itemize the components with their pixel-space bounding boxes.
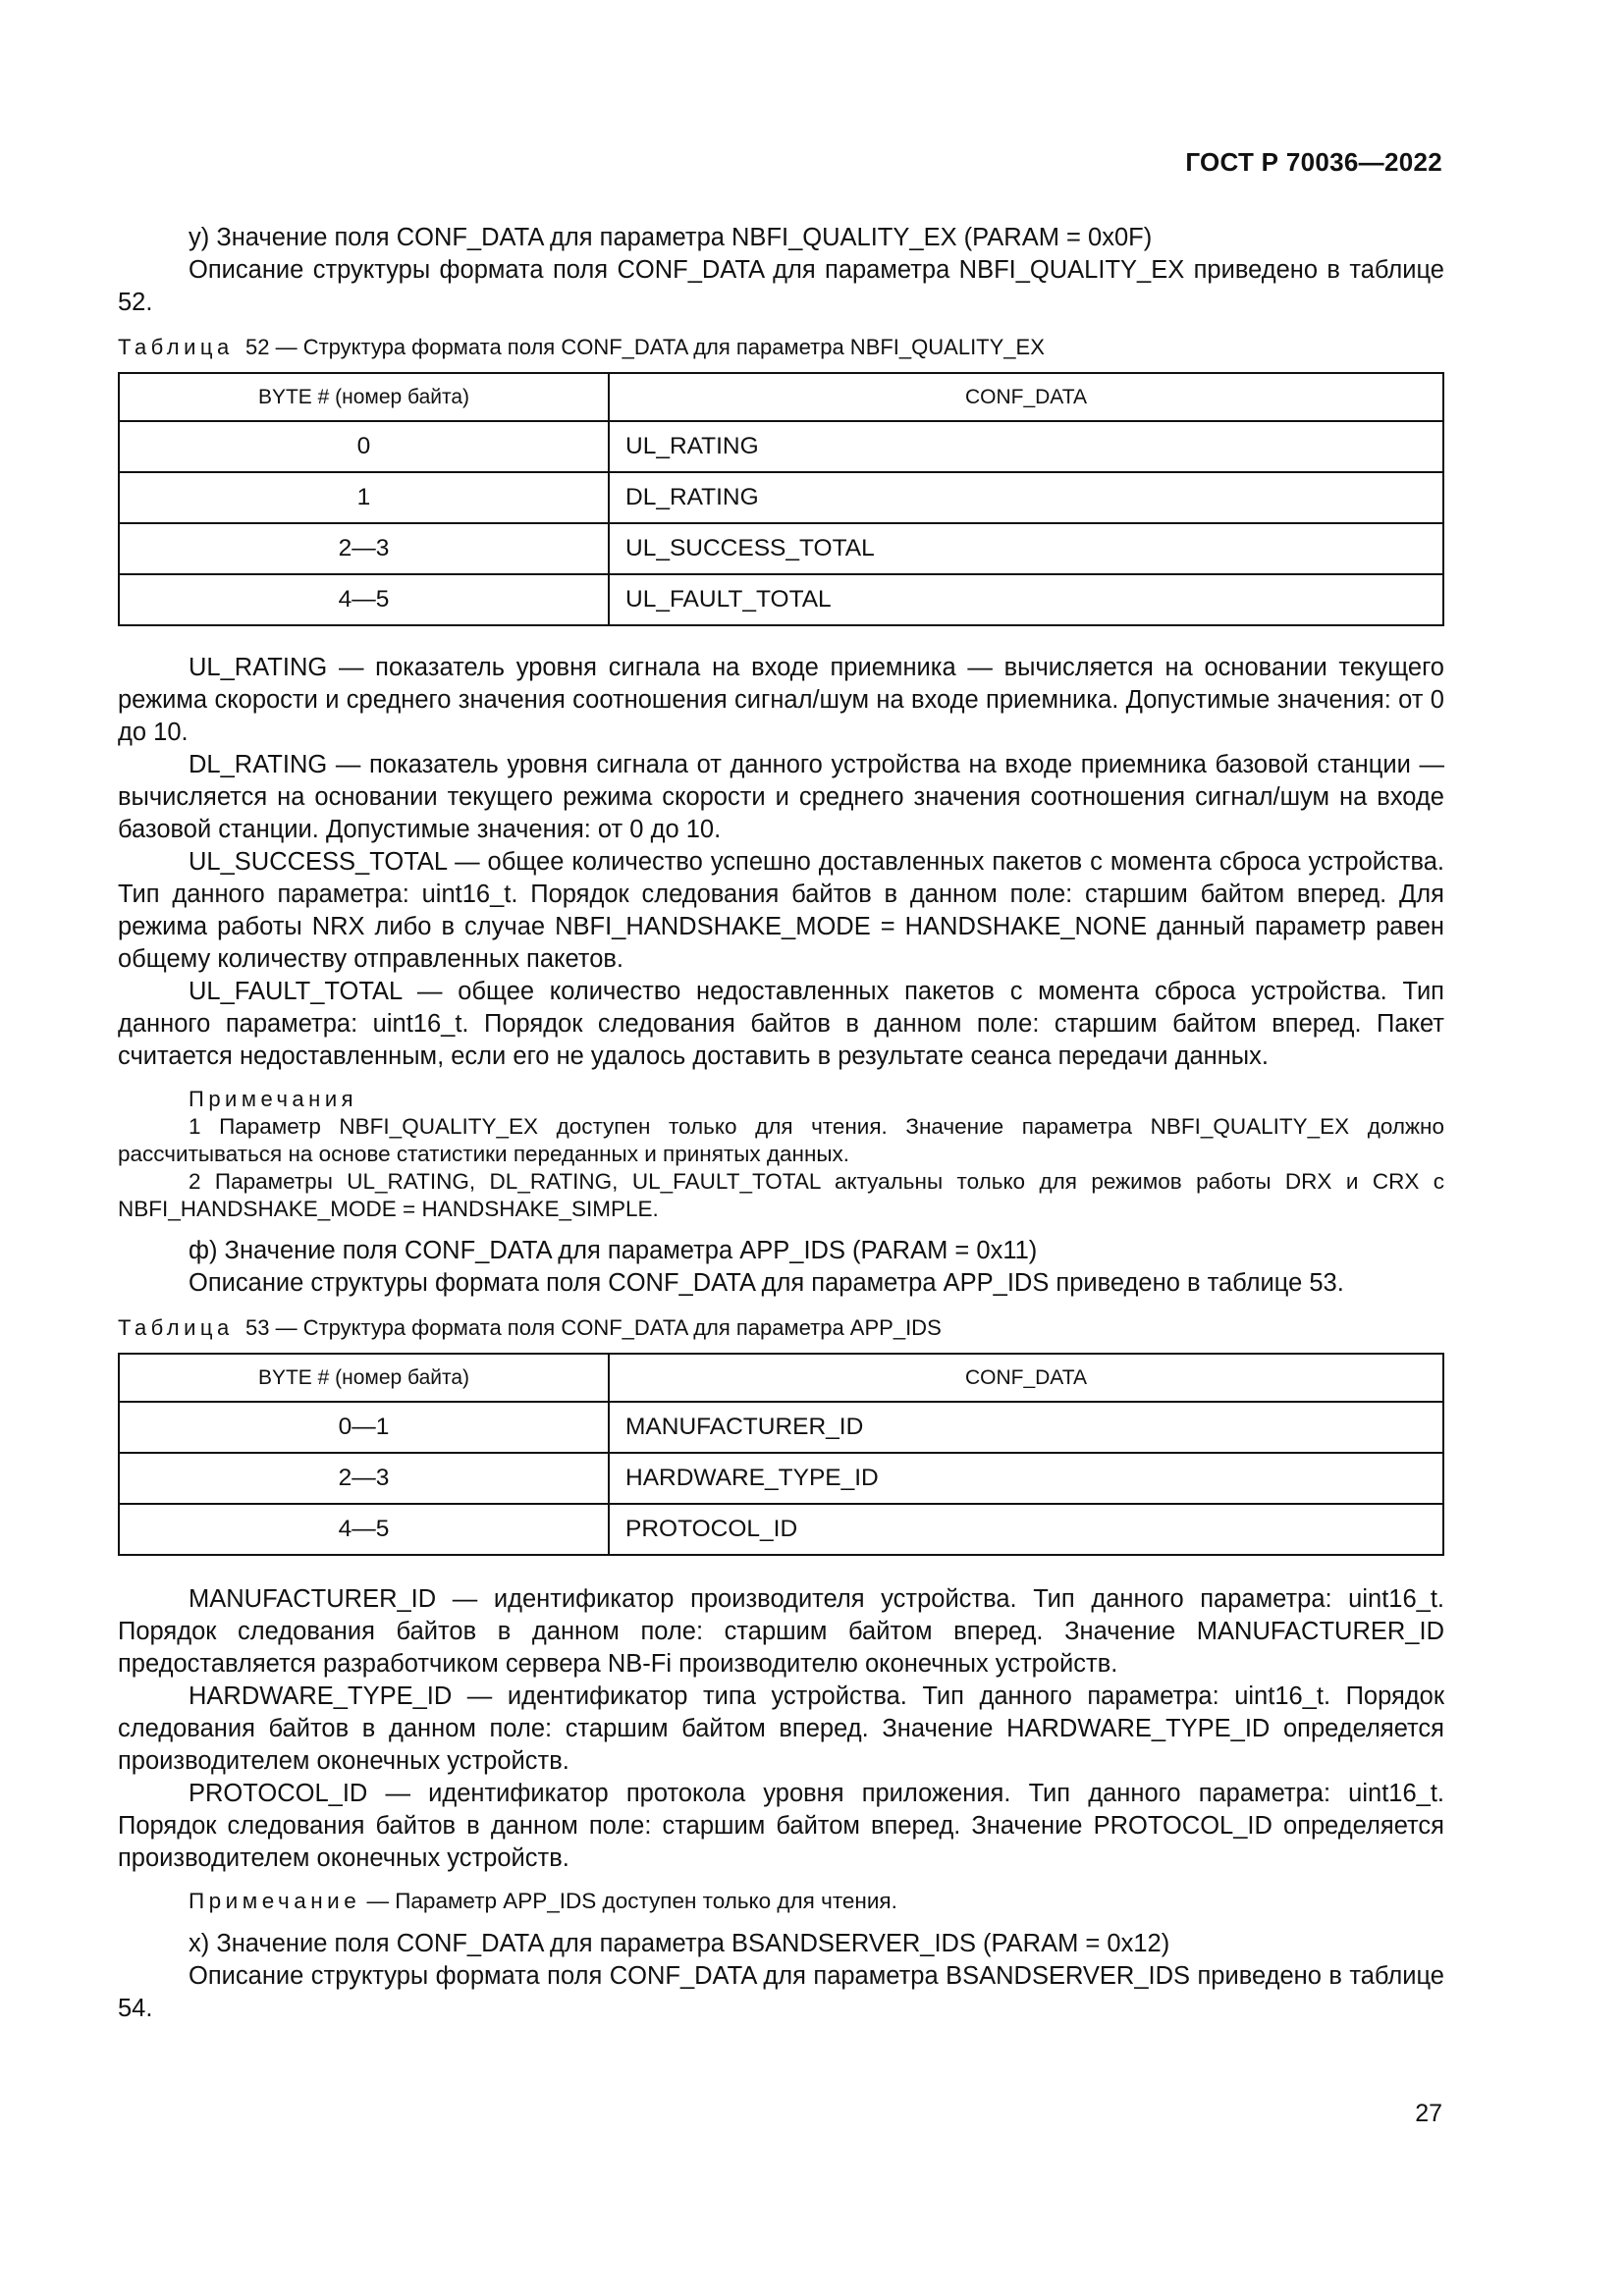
byte-cell: 4—5 <box>119 574 609 625</box>
section-u-intro: Описание структуры формата поля CONF_DATA для параметра NBFI_QUALITY_EX приведено в таблице 52. <box>118 256 1444 316</box>
conf-data-cell: DL_RATING <box>609 472 1443 523</box>
note-item: 1 Параметр NBFI_QUALITY_EX доступен только для чтения. Значение параметра NBFI_QUALITY_EX должно рассчитываться на основе статистики переданных и принятых данных. <box>118 1114 1444 1166</box>
byte-cell: 0—1 <box>119 1402 609 1453</box>
section-f-heading: ф) Значение поля CONF_DATA для параметра APP_IDS (PARAM = 0x11) <box>189 1237 1038 1264</box>
table-row <box>119 421 1443 472</box>
table-row <box>119 523 1443 574</box>
definition-ul-fault-total: UL_FAULT_TOTAL — общее количество недоставленных пакетов с момента сброса устройства. Тип данного параметра: uint16_t. Порядок следования байтов в данном поле: старшим байтом вперед. Пакет считается недоставленным, если его не удалось доставить в результате сеанса передачи данных. <box>118 978 1444 1070</box>
note-app-ids <box>189 1887 1444 1916</box>
table-53 <box>118 1353 1444 1556</box>
column-header-byte: BYTE # (номер байта) <box>119 1354 609 1402</box>
table-52 <box>118 372 1444 626</box>
table-header-row <box>119 1354 1443 1402</box>
notes-title: Примечания <box>189 1087 358 1111</box>
note-item: 2 Параметры UL_RATING, DL_RATING, UL_FAULT_TOTAL актуальны только для режимов работы DRX и CRX с NBFI_HANDSHAKE_MODE = HANDSHAKE_SIMPLE. <box>118 1169 1444 1221</box>
conf-data-cell: UL_FAULT_TOTAL <box>609 574 1443 625</box>
page-number: 27 <box>1415 2100 1442 2127</box>
conf-data-cell: MANUFACTURER_ID <box>609 1402 1443 1453</box>
table-header-row <box>119 373 1443 421</box>
conf-data-cell: HARDWARE_TYPE_ID <box>609 1453 1443 1504</box>
table-52-caption <box>118 333 1444 362</box>
conf-data-cell: UL_RATING <box>609 421 1443 472</box>
table-caption-text: 53 — Структура формата поля CONF_DATA для параметра APP_IDS <box>245 1315 942 1340</box>
conf-data-cell: PROTOCOL_ID <box>609 1504 1443 1555</box>
page-content <box>118 222 1444 2025</box>
table-row <box>119 1402 1443 1453</box>
table-row <box>119 574 1443 625</box>
definition-hardware-type-id: HARDWARE_TYPE_ID — идентификатор типа устройства. Тип данного параметра: uint16_t. Порядок следования байтов в данном поле: старшим байтом вперед. Значение HARDWARE_TYPE_ID определяется производителем оконечных устройств. <box>118 1682 1444 1775</box>
table-53-caption <box>118 1313 1444 1343</box>
document-id: ГОСТ Р 70036—2022 <box>1185 147 1442 177</box>
definition-manufacturer-id: MANUFACTURER_ID — идентификатор производителя устройства. Тип данного параметра: uint16_t. Порядок следования байтов в данном поле: старшим байтом вперед. Значение MANUFACTURER_ID предоставляется разработчиком сервера NB-Fi производителю оконечных устройств. <box>118 1585 1444 1678</box>
byte-cell: 4—5 <box>119 1504 609 1555</box>
table-row <box>119 1504 1443 1555</box>
section-h-heading: х) Значение поля CONF_DATA для параметра BSANDSERVER_IDS (PARAM = 0x12) <box>189 1930 1170 1957</box>
note-text: — Параметр APP_IDS доступен только для чтения. <box>366 1889 897 1913</box>
column-header-conf-data: CONF_DATA <box>609 1354 1443 1402</box>
column-header-byte: BYTE # (номер байта) <box>119 373 609 421</box>
column-header-conf-data: CONF_DATA <box>609 373 1443 421</box>
byte-cell: 1 <box>119 472 609 523</box>
definition-protocol-id: PROTOCOL_ID — идентификатор протокола уровня приложения. Тип данного параметра: uint16_t. Порядок следования байтов в данном поле: старшим байтом вперед. Значение PROTOCOL_ID определяется производителем оконечных устройств. <box>118 1780 1444 1872</box>
byte-cell: 2—3 <box>119 523 609 574</box>
section-u-heading: у) Значение поля CONF_DATA для параметра NBFI_QUALITY_EX (PARAM = 0x0F) <box>189 224 1153 251</box>
definition-dl-rating: DL_RATING — показатель уровня сигнала от данного устройства на входе приемника базовой станции — вычисляется на основании текущего режима скорости и среднего значения соотношения сигнал/шум на входе базовой станции. Допустимые значения: от 0 до 10. <box>118 751 1444 843</box>
definition-ul-success-total: UL_SUCCESS_TOTAL — общее количество успешно доставленных пакетов с момента сброса устройства. Тип данного параметра: uint16_t. Порядок следования байтов в данном поле: старшим байтом вперед. Для режима работы NRX либо в случае NBFI_HANDSHAKE_MODE = HANDSHAKE_NONE данный параметр равен общему количеству отправленных пакетов. <box>118 848 1444 973</box>
table-row <box>119 1453 1443 1504</box>
byte-cell: 2—3 <box>119 1453 609 1504</box>
conf-data-cell: UL_SUCCESS_TOTAL <box>609 523 1443 574</box>
table-caption-word: Таблица <box>118 335 234 359</box>
note-word: Примечание <box>189 1889 361 1913</box>
section-f-intro: Описание структуры формата поля CONF_DATA для параметра APP_IDS приведено в таблице 53. <box>189 1269 1344 1297</box>
definition-ul-rating: UL_RATING — показатель уровня сигнала на входе приемника — вычисляется на основании текущего режима скорости и среднего значения соотношения сигнал/шум на входе приемника. Допустимые значения: от 0 до 10. <box>118 654 1444 746</box>
byte-cell: 0 <box>119 421 609 472</box>
section-h-intro: Описание структуры формата поля CONF_DATA для параметра BSANDSERVER_IDS приведено в таблице 54. <box>118 1962 1444 2022</box>
table-caption-text: 52 — Структура формата поля CONF_DATA для параметра NBFI_QUALITY_EX <box>245 335 1045 359</box>
table-row <box>119 472 1443 523</box>
table-caption-word: Таблица <box>118 1315 234 1340</box>
